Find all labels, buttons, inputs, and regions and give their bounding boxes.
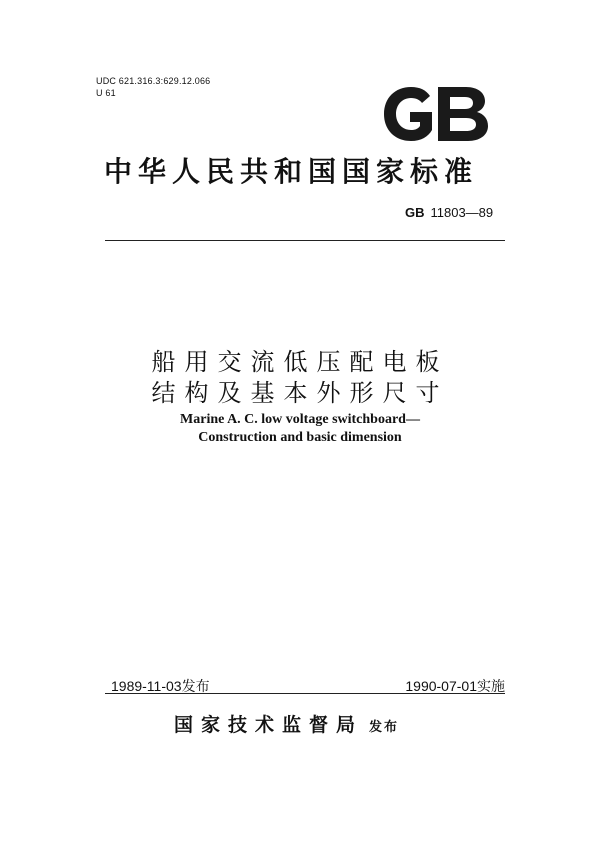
issue-date: 1989-11-03发布 xyxy=(111,678,210,694)
standard-number xyxy=(405,205,493,220)
standard-code: 11803—89 xyxy=(430,205,494,220)
class-code: U 61 xyxy=(96,88,116,98)
top-divider xyxy=(105,240,505,241)
gb-logo xyxy=(380,84,492,144)
publisher-org: 国家技术监督局 xyxy=(174,714,364,736)
classification-codes xyxy=(96,75,210,99)
bottom-divider xyxy=(105,693,505,694)
udc-code: UDC 621.316.3:629.12.066 xyxy=(96,76,211,86)
english-title-line-1: Marine A. C. low voltage switchboard— xyxy=(180,412,420,427)
publisher-action: 发布 xyxy=(369,720,400,735)
effective-date: 1990-07-01实施 xyxy=(405,678,505,694)
english-title-line-2: Construction and basic dimension xyxy=(198,430,402,445)
standard-prefix: GB xyxy=(405,205,425,220)
chinese-title-line-1: 船用交流低压配电板 xyxy=(151,348,449,376)
publisher-line xyxy=(174,710,399,737)
chinese-title-line-2: 结构及基本外形尺寸 xyxy=(151,379,449,407)
national-standard-title: 中华人民共和国国家标准 xyxy=(104,155,479,188)
